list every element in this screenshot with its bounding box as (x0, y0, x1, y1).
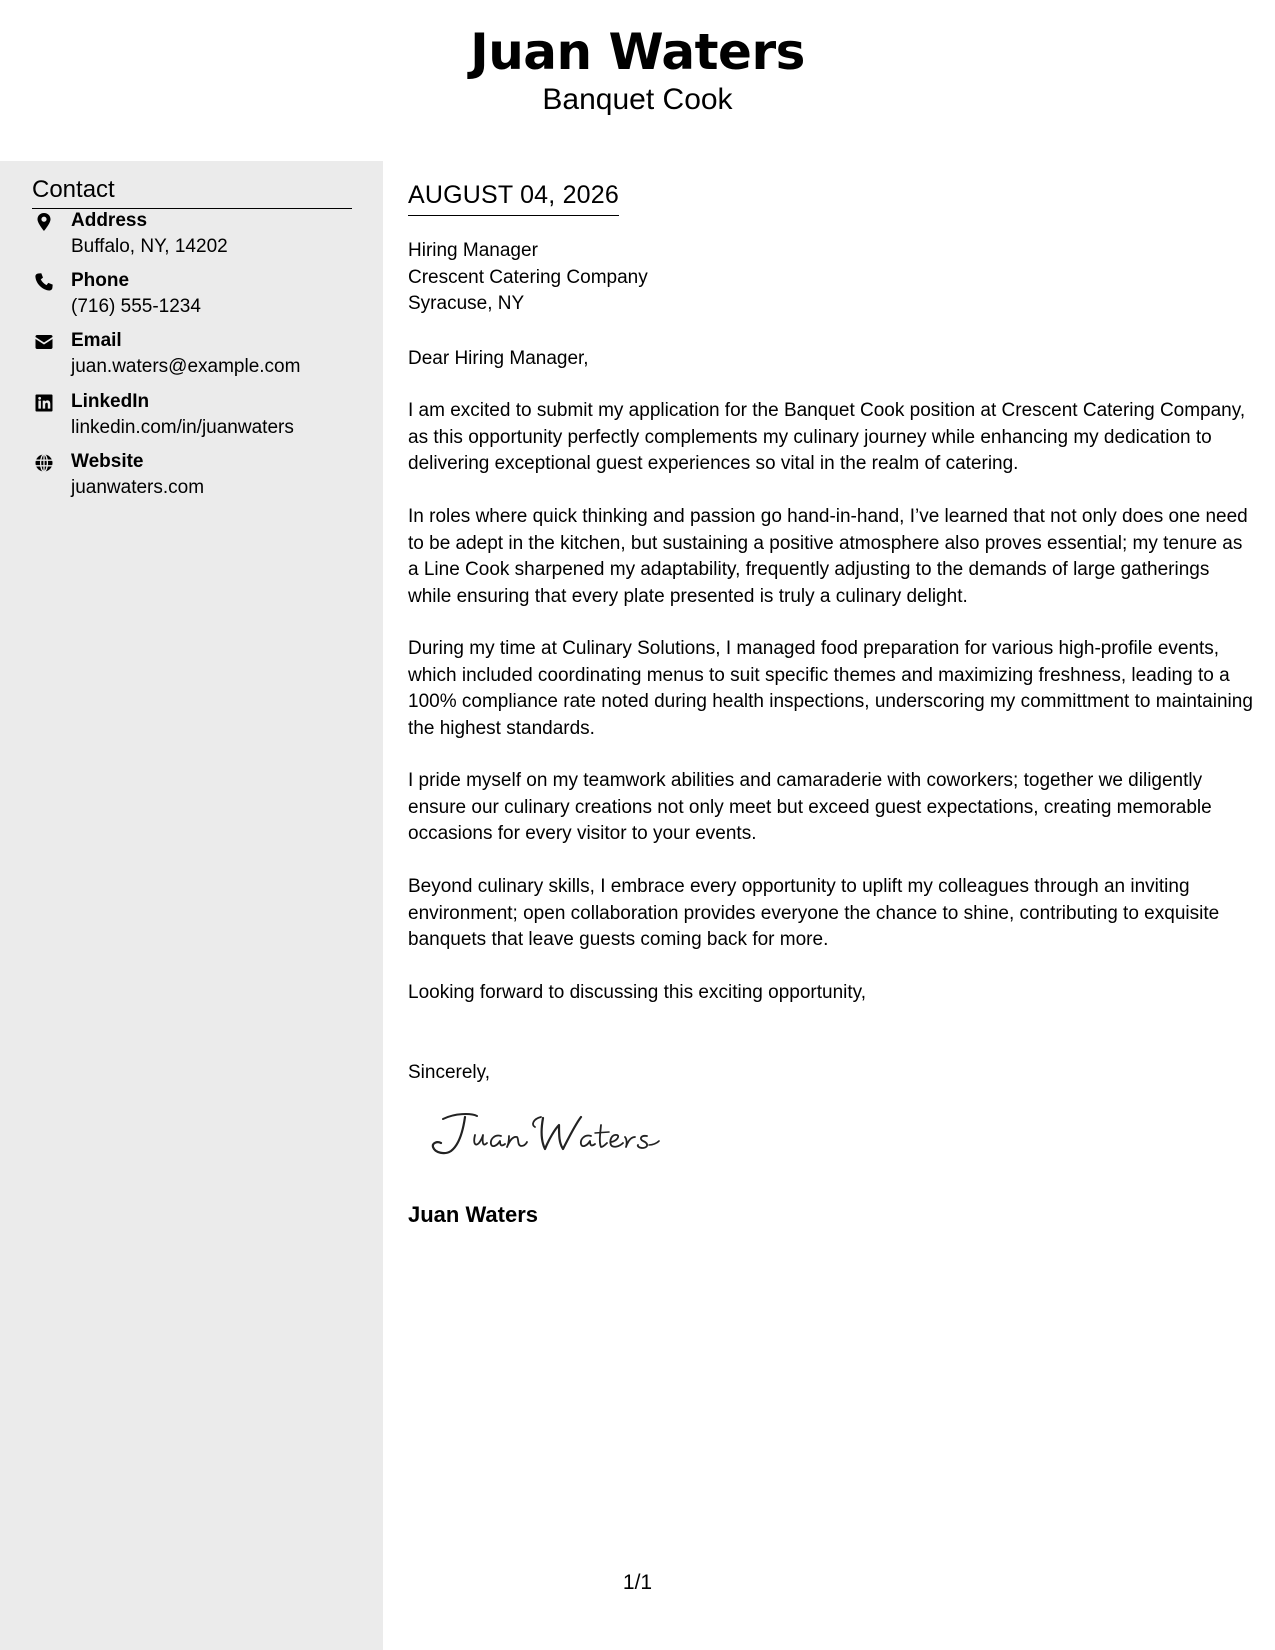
applicant-name: Juan Waters (470, 23, 805, 81)
letter-date: AUGUST 04, 2026 (408, 179, 619, 216)
contact-linkedin (32, 389, 362, 443)
map-pin-icon (34, 212, 54, 232)
paragraph-text: Beyond culinary skills, I embrace every opportunity to uplift my colleagues through an inviting environment; open collaboration provides everyone the chance to shine, contributing to exquisite banquets that leave guests coming back for more. (408, 876, 1220, 950)
contact-value: (716) 555-1234 (71, 296, 201, 317)
paragraph-text: During my time at Culinary Solutions, I managed food preparation for various high-profile events, which included coordinating menus to suit specific themes and maximizing freshness, leading to a 100% compliance rate noted during health inspections, underscoring my committment to maintaining the highest standards. (408, 638, 1253, 739)
contact-value: juanwaters.com (71, 477, 205, 498)
globe-icon (34, 453, 54, 473)
salutation: Dear Hiring Manager, (408, 348, 589, 369)
contact-value: linkedin.com/in/juanwaters (71, 417, 294, 438)
envelope-icon (34, 332, 54, 352)
contact-sidebar (0, 161, 383, 1650)
letter-paragraph (408, 768, 1253, 848)
sign-off: Sincerely, (408, 1062, 491, 1083)
letter-paragraph (408, 504, 1253, 610)
handwritten-signature (425, 1105, 665, 1165)
contact-website (32, 449, 362, 503)
contact-label: Website (71, 451, 144, 472)
paragraph-text: In roles where quick thinking and passion go hand-in-hand, I’ve learned that not only does one need to be adept in the kitchen, but sustaining a positive atmosphere also proves essential; my tenure as a Line Cook sharpened my adaptability, frequently adjusting to the demands of large gatherings while ensuring that every plate presented is truly a culinary delight. (408, 506, 1248, 607)
linkedin-icon (34, 393, 54, 413)
resume-header (0, 0, 1275, 160)
contact-label: Phone (71, 270, 130, 291)
contact-address (32, 208, 362, 262)
signed-name: Juan Waters (408, 1202, 539, 1227)
contact-label: LinkedIn (71, 391, 150, 412)
page-number: 1/1 (622, 1571, 653, 1594)
phone-icon (34, 272, 54, 292)
letter-paragraph (408, 874, 1253, 954)
recipient-block (408, 238, 648, 318)
letter-paragraph (408, 636, 1253, 742)
contact-heading: Contact (32, 174, 352, 209)
contact-phone (32, 268, 362, 322)
contact-value: Buffalo, NY, 14202 (71, 236, 228, 257)
job-title: Banquet Cook (542, 83, 733, 116)
closing-line: Looking forward to discussing this exciting opportunity, (408, 982, 867, 1003)
recipient-line: Syracuse, NY (408, 293, 525, 314)
paragraph-text: I am excited to submit my application for the Banquet Cook position at Crescent Catering Company, as this opportunity perfectly complements my culinary journey while enhancing my dedication to delivering exceptional guest experiences so vital in the realm of catering. (408, 400, 1246, 474)
recipient-line: Crescent Catering Company (408, 266, 648, 288)
contact-label: Email (71, 330, 122, 351)
letter-paragraph (408, 398, 1253, 478)
paragraph-text: I pride myself on my teamwork abilities and camaraderie with coworkers; together we diligently ensure our culinary creations not only meet but exceed guest expectations, creating memorable occasions for every visitor to your events. (408, 770, 1212, 844)
contact-email (32, 328, 362, 382)
contact-value: juan.waters@example.com (71, 356, 301, 377)
contact-label: Address (71, 210, 148, 231)
recipient-line: Hiring Manager (408, 240, 538, 261)
